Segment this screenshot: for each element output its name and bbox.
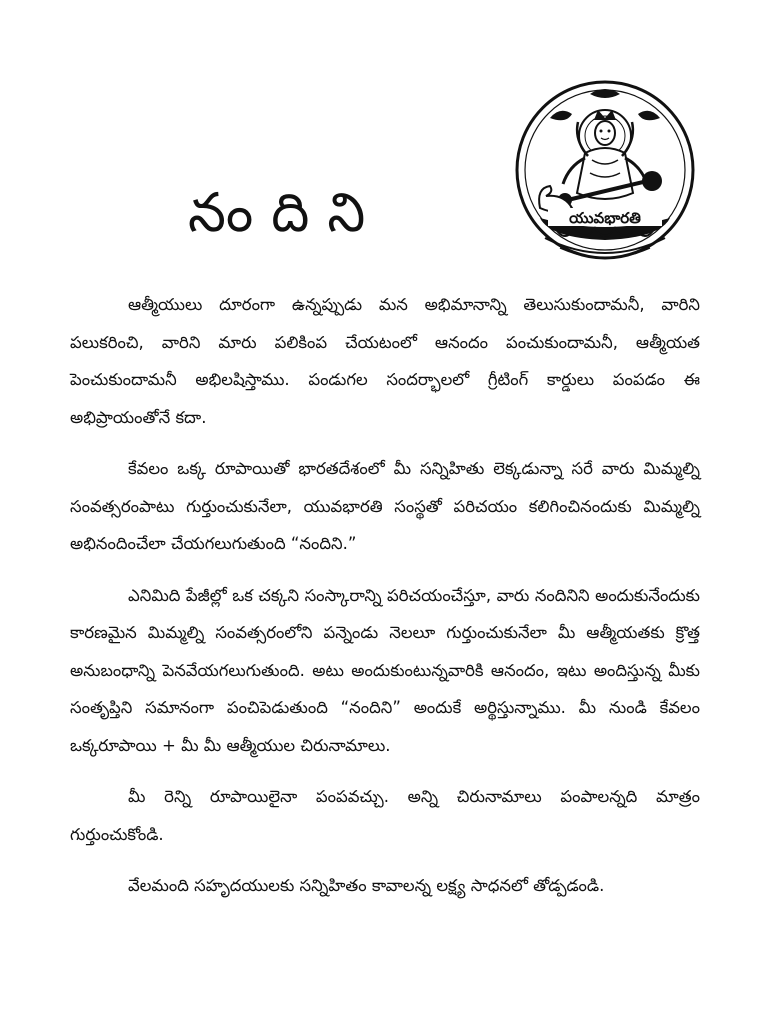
paragraph-1: ఆత్మీయులు దూరంగా ఉన్నప్పుడు మన అభిమానాన్ని తెలుసుకుందామనీ, వారిని పలుకరించి, వారిని మారు పలికింప చేయటంలో ఆనందం పంచుకుందామనీ, ఆత్మీయత పెంచుకుందామనీ అభిలషిస్తాము. పండుగల సందర్భాలలో గ్రీటింగ్ కార్డులు పంపడం ఈ అభిప్రాయంతోనే కదా.: [70, 295, 700, 427]
body-text: [70, 286, 700, 919]
saraswati-emblem-icon: [510, 78, 700, 268]
paragraph-4: మీ రెన్ని రూపాయిలైనా పంపవచ్చు. అన్ని చిరునామాలు పంపాలన్నది మాత్రం గుర్తుంచుకోండి.: [70, 787, 700, 844]
paragraph-2: కేవలం ఒక్క రూపాయితో భారతదేశంలో మీ సన్నిహితు లెక్కడున్నా సరే వారు మిమ్మల్ని సంవత్సరంపాటు గుర్తుంచుకునేలా, యువభారతి సంస్థతో పరిచయం కలిగించినందుకు మిమ్మల్ని అభినందించేలా చేయగలుగుతుంది “నందిని.”: [70, 459, 700, 553]
paragraph-5: వేలమంది సహృదయులకు సన్నిహితం కావాలన్న లక్ష్య సాధనలో తోడ్పడండి.: [128, 876, 605, 895]
page-title: నందిని: [188, 181, 384, 245]
paragraph-3: ఎనిమిది పేజీల్లో ఒక చక్కని సంస్కారాన్ని పరిచయంచేస్తూ, వారు నందినిని అందుకునేందుకు కారణమైన మిమ్మల్ని సంవత్సరంలోని పన్నెండు నెలలూ గుర్తుంచుకునేలా మీ ఆత్మీయతకు క్రొత్త అనుబంధాన్ని పెనవేయగలుగుతుంది. అటు అందుకుంటున్నవారికి ఆనందం, ఇటు అందిస్తున్న మీకు సంతృప్తిని సమానంగా పంచిపెడుతుంది “నందిని” అందుకే అర్థిస్తున్నాము. మీ నుండి కేవలం ఒక్కరూపాయి + మీ మీ ఆత్మీయుల చిరునామాలు.: [70, 585, 700, 755]
emblem-caption: యువభారతి: [569, 209, 641, 227]
